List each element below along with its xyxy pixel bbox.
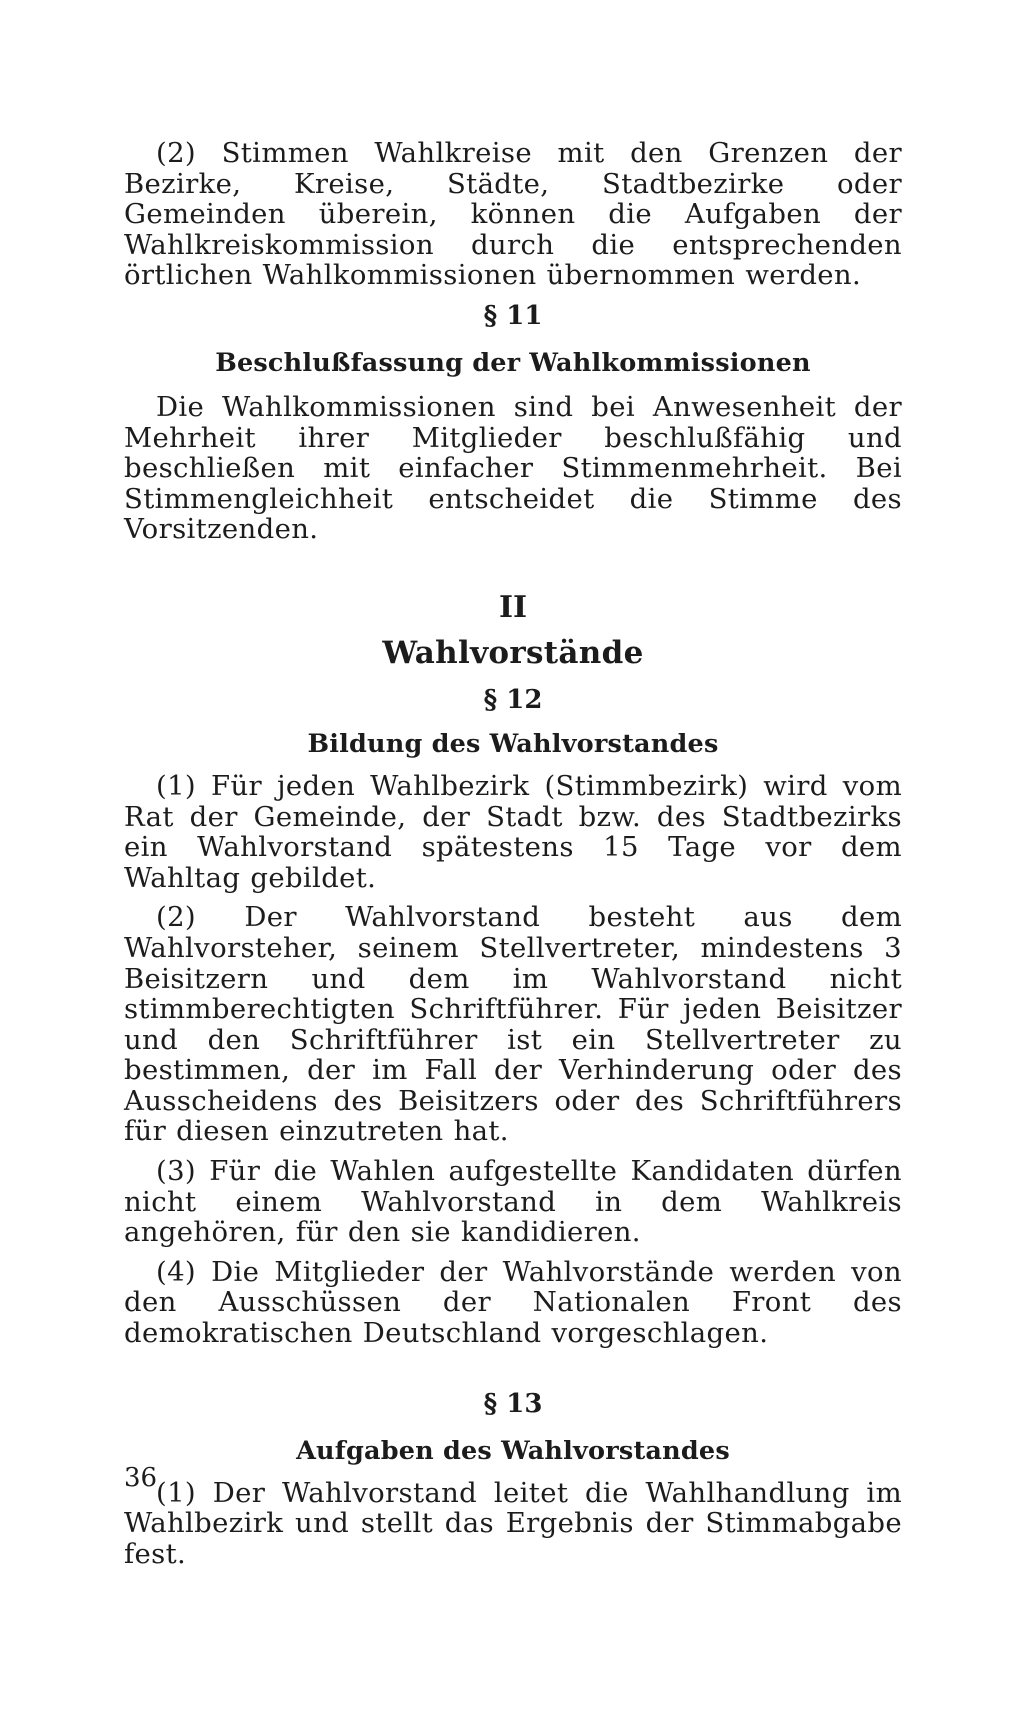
section-13-paragraph-1: (1) Der Wahlvorstand leitet die Wahlhandlung im Wahlbezirk und stellt das Ergebnis der Stimmabgabe fest. (124, 1476, 902, 1570)
page-number: 36 (124, 1463, 158, 1493)
section-11-mark: § 11 (483, 300, 543, 331)
section-12-title: Bildung des Wahlvorstandes (307, 728, 719, 759)
section-13-title: Aufgaben des Wahlvorstandes (296, 1435, 730, 1466)
chapter-number: II (498, 589, 528, 625)
section-12-paragraph-3: (3) Für die Wahlen aufgestellte Kandidaten dürfen nicht einem Wahlvorstand in dem Wahlkreis angehören, für den sie kandidieren. (124, 1155, 902, 1249)
section-13-mark: § 13 (483, 1388, 543, 1419)
document-page (124, 138, 902, 1569)
section-11-paragraph-1: Die Wahlkommissionen sind bei Anwesenheit der Mehrheit ihrer Mitglieder beschlußfähig und beschließen mit einfacher Stimmenmehrheit. Bei Stimmengleichheit entscheidet die Stimme des Vorsitzenden. (124, 390, 902, 546)
section-12-paragraph-1: (1) Für jeden Wahlbezirk (Stimmbezirk) wird vom Rat der Gemeinde, der Stadt bzw. des Stadtbezirks ein Wahlvorstand spätestens 15 Tage vor dem Wahltag gebildet. (124, 769, 902, 894)
section-12-mark: § 12 (483, 684, 543, 715)
section-12-paragraph-2: (2) Der Wahlvorstand besteht aus dem Wahlvorsteher, seinem Stellvertreter, mindestens 3 Beisitzern und dem im Wahlvorstand nicht stimmberechtigten Schriftführer. Für jeden Beisitzer und den Schriftführer ist ein Stellvertreter zu bestimmen, der im Fall der Verhinderung oder des Ausscheidens des Beisitzers oder des Schriftführers für diesen einzutreten hat. (124, 901, 902, 1148)
paragraph-intro-2: (2) Stimmen Wahlkreise mit den Grenzen der Bezirke, Kreise, Städte, Stadtbezirke oder Gemeinden überein, können die Aufgaben der Wahlkreiskommission durch die entsprechenden örtlichen Wahlkommissionen übernommen werden. (124, 137, 902, 292)
section-11-title: Beschlußfassung der Wahlkommissionen (215, 347, 811, 378)
section-12-paragraph-4: (4) Die Mitglieder der Wahlvorstände werden von den Ausschüssen der Nationalen Front des demokratischen Deutschland vorgeschlagen. (124, 1255, 902, 1350)
chapter-title: Wahlvorstände (382, 634, 644, 671)
